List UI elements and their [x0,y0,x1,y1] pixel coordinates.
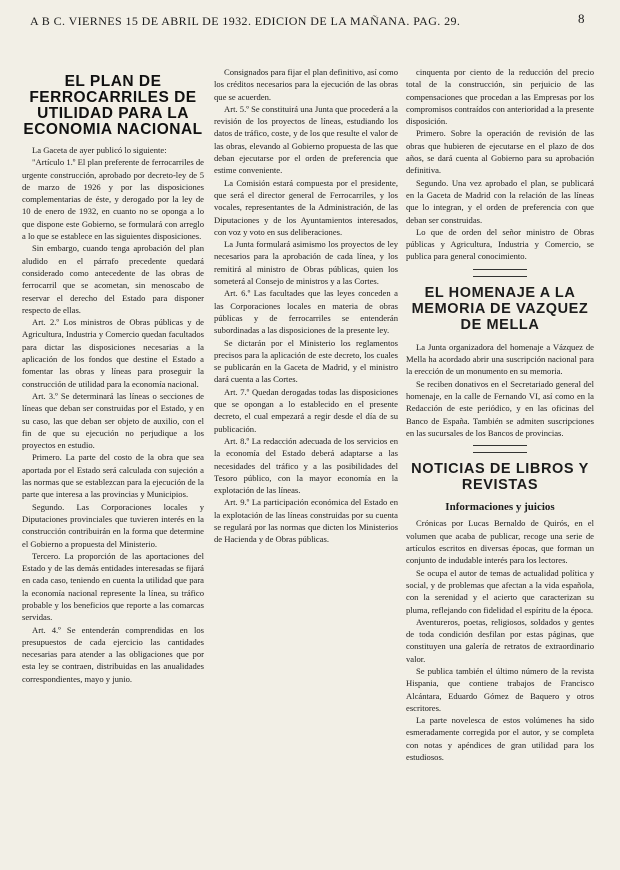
column-3 [406,66,594,860]
column-2 [214,66,398,860]
page-header [0,0,620,32]
page-mark: 8 [578,11,585,26]
paragraph: Se publica también el último número de la revista Hispania, que contiene trabajos de Francisco Alcántara, Eduardo Gómez de Baquero y otros escritores. [406,665,594,713]
paragraph: Se ocupa el autor de temas de actualidad política y social, y de problemas que afectan a la vida española, con la serenidad y el acierto que caracterizan su pluma, reflejando con fidelidad el espíritu de la época. [406,567,594,615]
paragraph: cinquenta por ciento de la reducción del precio total de la construcción, sin perjuicio de las compensaciones que procedan a las Empresas por los compromisos contraídos con anterioridad a la presente disposición. [406,67,594,127]
article-title-homenaje: EL HOMENAJE A LA MEMORIA DE VAZQUEZ DE MELLA [411,284,589,333]
paragraph: Tercero. La proporción de las aportaciones del Estado y de las demás entidades interesadas se fijará en cada caso, teniendo en cuenta la utilidad que para la economía nacional represente la línea, su tráfico probable y los beneficios que reporte a las comarcas servidas. [22,550,204,623]
paragraph: Lo que de orden del señor ministro de Obras públicas y Agricultura, Industria y Comercio, se publica para general conocimiento. [406,226,594,262]
paragraph: "Artículo 1.º El plan preferente de ferrocarriles de urgente construcción, aprobado por decreto-ley de 5 de marzo de 1926 y por las disposiciones complementarias de éste, y derogado por la ley de 10 de enero de 1932, en cuanto no se oponga a lo que dispone este Gobierno, se formulará con arreglo a lo que se establece en las siguientes disposiciones. [22,157,204,242]
paragraph: Art. 4.º Se entenderán comprendidas en los presupuestos de cada ejercicio las cantidades necesarias para atender a las obligaciones que por esta ley se contraen, distribuidas en las anualidades correspondientes, mayo y junio. [22,624,204,684]
paragraph: Crónicas por Lucas Bernaldo de Quirós, en el volumen que acaba de publicar, recoge una serie de artículos escritos en diversas épocas, que forman un conjunto de indudable interés para los lectores. [406,518,594,566]
header-line: A B C. VIERNES 15 DE ABRIL DE 1932. EDICION DE LA MAÑANA. PAG. 29. [30,14,461,28]
paragraph: Segundo. Las Corporaciones locales y Diputaciones provinciales que tuvieren interés en la construcción contribuirán en la forma que determine el Gobierno a propuesta del Ministerio. [22,501,204,549]
article-title-ferrocarriles: EL PLAN DE FERROCARRILES DE UTILIDAD PARA LA ECONOMIA NACIONAL [23,73,203,138]
paragraph: Art. 7.º Quedan derogadas todas las disposiciones que se opongan a lo establecido en el presente decreto, el cual empezará a regir desde el día de su publicación. [214,386,398,434]
paragraph: Aventureros, poetas, religiosos, soldados y gentes de toda condición desfilan por estas páginas, que constituyen una galería de retratos de extraordinario valor. [406,616,594,664]
section-subhead: Informaciones y juicios [445,501,555,514]
paragraph: Segundo. Una vez aprobado el plan, se publicará en la Gaceta de Madrid con la relación de las líneas que lo integran, y el orden de preferencia con que deban ser construidas. [406,177,594,225]
paragraph: La Gaceta de ayer publicó lo siguiente: [32,145,167,155]
paragraph: Art. 5.º Se constituirá una Junta que procederá a la revisión de los proyectos de líneas, estudiando los datos de tráfico, coste, y de los que resulte el valor de las obras, elevando al Gobierno propuesta de las que deban ejecutarse por el orden de preferencia que estime conveniente. [214,103,398,176]
paragraph: Se dictarán por el Ministerio los reglamentos precisos para la aplicación de este decreto, los cuales se publicarán en la Gaceta de Madrid, y el ministro dará cuenta a las Cortes. [214,337,398,385]
column-1 [22,70,204,860]
article-title-libros: NOTICIAS DE LIBROS Y REVISTAS [411,461,589,494]
section-divider [473,445,527,453]
paragraph: Se reciben donativos en el Secretariado general del homenaje, en la calle de Fernando VI, así como en la Redacción de este periódico, y en las oficinas del Banco de España. También se admiten suscripciones en las sucursales de los Bancos de provincias. [406,378,594,438]
paragraph: Art. 9.º La participación económica del Estado en la explotación de las líneas construidas por su cuenta se regulará por las normas que dicten los Ministerios de Hacienda y de Obras públicas. [214,497,398,545]
paragraph: Primero. Sobre la operación de revisión de las obras que hubieren de ejecutarse en el plazo de dos años, se dará cuenta al Gobierno para su aprobación definitiva. [406,128,594,176]
paragraph: Art. 8.º La redacción adecuada de los servicios en la economía del Estado deberá adaptarse a las necesidades del tráfico y a las posibilidades del Tesoro público, con la mayor economía en la explotación de las líneas. [214,435,398,496]
paragraph: Sin embargo, cuando tenga aprobación del plan aludido en el párrafo precedente quedará considerado como antecedente de las obras de ferrocarril que se acometan, sin menoscabo de reservar el derecho del Estado para disponer respecto de ellas. [22,243,204,315]
paragraph: Art. 2.º Los ministros de Obras públicas y de Agricultura, Industria y Comercio quedan facultados para dictar las disposiciones necesarias a la aplicación de los fondos que destine el Estado a fomentar las obras y líneas para proseguir la construcción de utilidad para la economía nacional. [22,317,204,389]
section-divider [473,269,527,277]
paragraph: La Junta formulará asimismo los proyectos de ley necesarios para la aprobación de cada línea, y los remitirá al ministro de Obras públicas, quien los someterá al Consejo de ministros y a las Cortes. [214,239,398,287]
paragraph: La Junta organizadora del homenaje a Vázquez de Mella ha acordado abrir una suscripción nacional para la erección de un monumento en su memoria. [406,341,594,377]
paragraph: La parte novelesca de estos volúmenes ha sido esmeradamente corregida por el autor, y se completa con notas y apéndices de gran utilidad para los estudiosos. [406,715,594,763]
paragraph: Art. 6.º Las facultades que las leyes conceden a las Corporaciones locales en materia de obras públicas y de ferrocarriles se entenderán subordinadas a las disposiciones de la presente ley. [214,288,398,336]
paragraph: Primero. La parte del costo de la obra que sea aportada por el Estado será calculada con sujeción a las normas que se establezcan para la ejecución de la parte que interesa a las provincias y Municipios. [22,452,204,500]
paragraph: La Comisión estará compuesta por el presidente, que será el director general de Ferrocarriles, y los vocales, representantes de la Administración, de las Diputaciones y de los Ayuntamientos interesados, con voz y voto en sus deliberaciones. [214,177,398,237]
paragraph: Consignados para fijar el plan definitivo, así como los créditos necesarios para la ejecución de las obras que se acuerden. [214,67,398,102]
paragraph: Art. 3.º Se determinará las líneas o secciones de líneas que deban ser construidas por el Estado, y en su caso, las que deban ser objeto de auxilio, con el fin de que su ejecución no perjudique a los proyectos en estudio. [22,390,204,451]
